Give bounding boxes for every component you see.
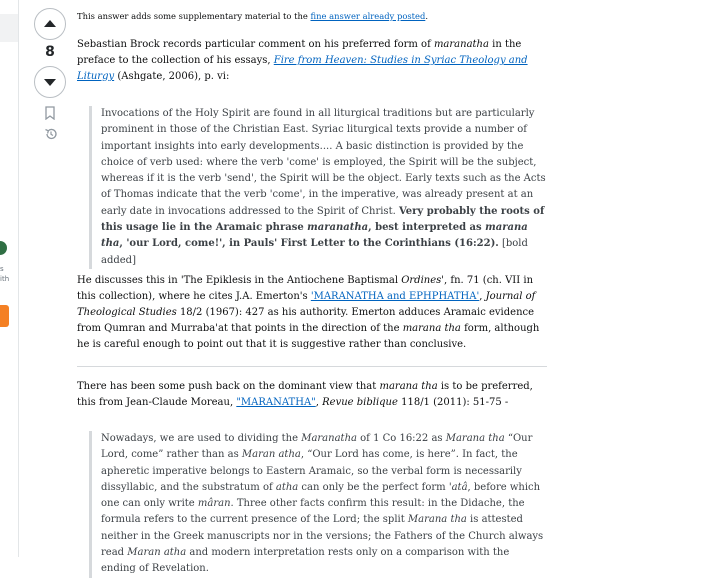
sidebar-text-fragment: ith bbox=[0, 275, 10, 283]
paragraph-moreau: There has been some push back on the dominant view that marana tha is to be preferred, this from Jean-Claude Moreau, "MARANATHA", Revue biblique 118/1 (2011): 51-75 - bbox=[77, 381, 533, 408]
triangle-down-icon bbox=[42, 74, 58, 90]
fine-answer-link[interactable]: fine answer already posted bbox=[310, 11, 426, 21]
triangle-up-icon bbox=[42, 16, 58, 32]
fire-from-heaven-link[interactable]: Fire from Heaven: Studies in Syriac Theology and Liturgy bbox=[77, 55, 528, 82]
paragraph-epiklesis: He discusses this in 'The Epiklesis in the Antiochene Baptismal Ordines', fn. 71 (ch. VII in this collection), where he cites J.A. Emerton's 'MARANATHA and EPHPHATHA', Journal of Theological Studies 18/2 (1967): 427 as his authority. Emerton adduces Aramaic evidence from Qumran and Murraba'at that points in the direction of the marana tha form, although he is careful enough to point out that it is suggestive rather than conclusive. bbox=[77, 275, 540, 350]
downvote-button[interactable] bbox=[34, 66, 66, 98]
maranatha-ephphatha-link[interactable]: 'MARANATHA and EPHPHATHA' bbox=[310, 291, 480, 302]
paragraph-brock: Sebastian Brock records particular comment on his preferred form of maranatha in the preface to the collection of his essays, Fire from Heaven: Studies in Syriac Theology and Liturgy (Ashgate, 2006), p. vi: bbox=[77, 39, 528, 82]
blockquote-brock: Invocations of the Holy Spirit are found in all liturgical traditions but are particularly prominent in those of the Christian East. Syriac liturgical texts provide a number of important insights into early developments.... A basic distinction is provided by the choice of verb used: where the verb 'come' is employed, the Spirit will be the subject, whereas if it is the verb 'send', the Spirit will be the object. Early texts such as the Acts of Thomas indicate that the verb 'come', in the imperative, was already present at an early date in invocations addressed to the Spirit of Christ. Very probably the roots of this usage lie in the Aramaic phrase maranatha, best interpreted as marana tha, 'our Lord, come!', in Pauls' First Letter to the Corinthians (16:22). [bold added] bbox=[89, 106, 547, 269]
history-icon[interactable] bbox=[44, 127, 58, 141]
section-divider bbox=[77, 366, 547, 367]
blockquote-moreau: Nowadays, we are used to dividing the Maranatha of 1 Co 16:22 as Marana tha “Our Lord, come” rather than as Maran atha, “Our Lord has come, is here”. In fact, the apheretic imperative belongs to Eastern Aramaic, so the verbal form is necessarily dissyllabic, and the substratum of atha can only be the perfect form 'atâ, before which one can only write mâran. Three other facts confirm this result: in the Didache, the formula refers to the current presence of the Lord; the split Marana tha is attested neither in the Greek manuscripts nor in the versions; the Fathers of the Church always read Maran atha and modern interpretation rests only on a comparison with the ending of Revelation. bbox=[89, 431, 547, 578]
left-sidebar-edge bbox=[0, 0, 19, 557]
maranatha-article-link[interactable]: "MARANATHA" bbox=[236, 397, 316, 408]
sidebar-active-strip bbox=[0, 14, 18, 42]
vote-count: 8 bbox=[45, 44, 55, 60]
sidebar-text-fragment: s bbox=[0, 265, 4, 273]
supplement-note: This answer adds some supplementary material to the fine answer already posted. bbox=[77, 11, 429, 21]
accepted-check-icon bbox=[0, 241, 7, 255]
upvote-button[interactable] bbox=[34, 8, 66, 40]
bookmark-icon[interactable] bbox=[44, 106, 56, 120]
sidebar-orange-badge[interactable] bbox=[0, 305, 9, 327]
